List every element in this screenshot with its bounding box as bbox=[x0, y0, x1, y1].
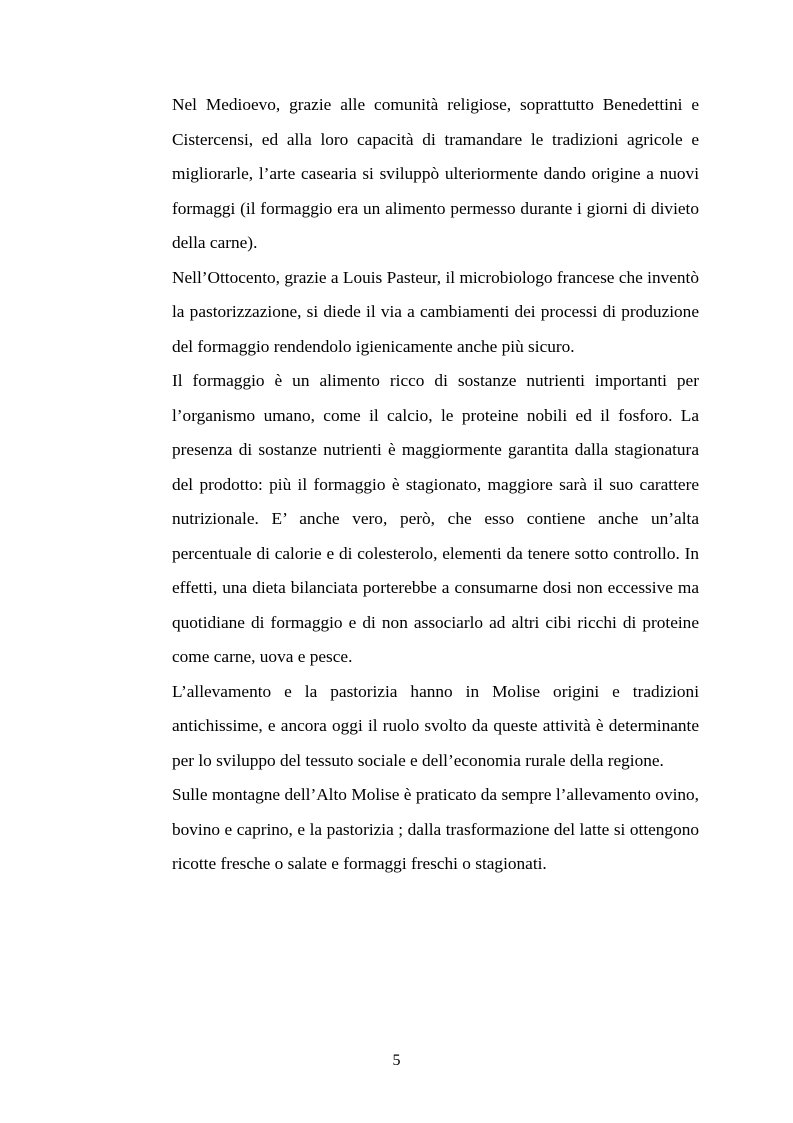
body-text bbox=[172, 88, 699, 882]
paragraph-ottocento: Nell’Ottocento, grazie a Louis Pasteur, il microbiologo francese che inventò la pastorizzazione, si diede il via a cambiamenti dei processi di produzione del formaggio rendendolo igienicamente anche più sicuro. bbox=[172, 267, 699, 356]
page-number: 5 bbox=[392, 1052, 401, 1069]
paragraph-nutrienti: Il formaggio è un alimento ricco di sostanze nutrienti importanti per l’organismo umano, come il calcio, le proteine nobili ed il fosforo. La presenza di sostanze nutrienti è maggiormente garantita dalla stagionatura del prodotto: più il formaggio è stagionato, maggiore sarà il suo carattere nutrizionale. E’ anche vero, però, che esso contiene anche un’alta percentuale di calorie e di colesterolo, elementi da tenere sotto controllo. In effetti, una dieta bilanciata porterebbe a consumarne dosi non eccessive ma quotidiane di formaggio e di non associarlo ad altri cibi ricchi di proteine come carne, uova e pesce. bbox=[172, 371, 699, 666]
paragraph-medioevo: Nel Medioevo, grazie alle comunità religiose, soprattutto Benedettini e Cistercensi, ed alla loro capacità di tramandare le tradizioni agricole e migliorarle, l’arte casearia si sviluppò ulteriormente dando origine a nuovi formaggi (il formaggio era un alimento permesso durante i giorni di divieto della carne). bbox=[172, 95, 699, 252]
paragraph-alto-molise: Sulle montagne dell’Alto Molise è praticato da sempre l’allevamento ovino, bovino e caprino, e la pastorizia ; dalla trasformazione del latte si ottengono ricotte fresche o salate e formaggi freschi o stagionati. bbox=[172, 785, 699, 873]
paragraph-allevamento: L’allevamento e la pastorizia hanno in Molise origini e tradizioni antichissime, e ancora oggi il ruolo svolto da queste attività è determinante per lo sviluppo del tessuto sociale e dell’economia rurale della regione. bbox=[172, 681, 699, 770]
